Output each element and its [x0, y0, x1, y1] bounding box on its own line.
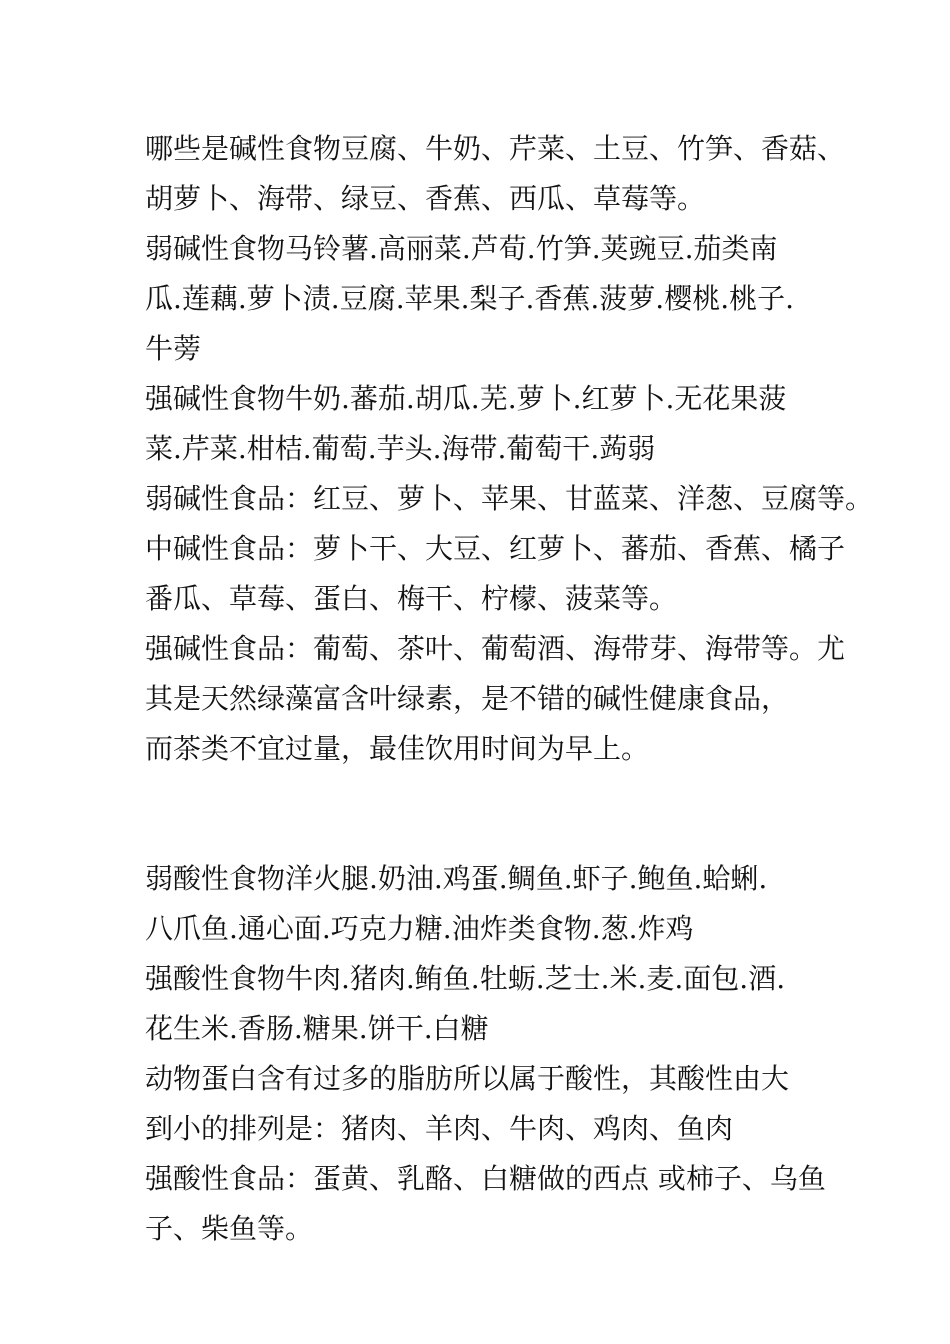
- text-line: 强碱性食品：葡萄、茶叶、葡萄酒、海带芽、海带等。尤: [145, 632, 846, 665]
- text-line: 中碱性食品：萝卜干、大豆、红萝卜、蕃茄、香蕉、橘子: [145, 532, 846, 565]
- text-line: 其是天然绿藻富含叶绿素，是不错的碱性健康食品，: [145, 682, 790, 715]
- text-line: 强酸性食物牛肉.猪肉.鲔鱼.牡蛎.芝士.米.麦.面包.酒.: [145, 962, 786, 995]
- text-line: 胡萝卜、海带、绿豆、香蕉、西瓜、草莓等。: [145, 182, 706, 215]
- text-line: 强碱性食物牛奶.蕃茄.胡瓜.芜.萝卜.红萝卜.无花果菠: [145, 382, 787, 415]
- text-line: 瓜.莲藕.萝卜渍.豆腐.苹果.梨子.香蕉.菠萝.樱桃.桃子.: [145, 282, 795, 315]
- text-line: 弱碱性食物马铃薯.高丽菜.芦荀.竹笋.荚豌豆.茄类南: [145, 232, 778, 265]
- text-line: 花生米.香肠.糖果.饼干.白糖: [145, 1012, 489, 1045]
- text-line: 弱碱性食品：红豆、萝卜、苹果、甘蓝菜、洋葱、豆腐等。: [145, 482, 874, 515]
- text-line: 牛蒡: [145, 332, 202, 365]
- text-line: 番瓜、草莓、蛋白、梅干、柠檬、菠菜等。: [145, 582, 678, 615]
- text-line: 动物蛋白含有过多的脂肪所以属于酸性，其酸性由大: [145, 1062, 790, 1095]
- text-line: 菜.芹菜.柑桔.葡萄.芋头.海带.葡萄干.蒟弱: [145, 432, 656, 465]
- alkaline-section: [145, 124, 874, 774]
- text-line: 强酸性食品：蛋黄、乳酪、白糖做的西点 或柿子、乌鱼: [145, 1162, 826, 1195]
- text-line: 子、柴鱼等。: [145, 1212, 314, 1245]
- section-spacer: [145, 774, 865, 854]
- text-line: 而茶类不宜过量，最佳饮用时间为早上。: [145, 732, 650, 765]
- text-line: 八爪鱼.通心面.巧克力糖.油炸类食物.葱.炸鸡: [145, 912, 694, 945]
- acidic-section: [145, 854, 865, 1254]
- text-line: 到小的排列是：猪肉、羊肉、牛肉、鸡肉、鱼肉: [145, 1112, 734, 1145]
- document-body: [145, 124, 874, 1254]
- text-line: 哪些是碱性食物豆腐、牛奶、芹菜、土豆、竹笋、香菇、: [145, 132, 846, 165]
- text-line: 弱酸性食物洋火腿.奶油.鸡蛋.鲷鱼.虾子.鲍鱼.蛤蜊.: [145, 862, 768, 895]
